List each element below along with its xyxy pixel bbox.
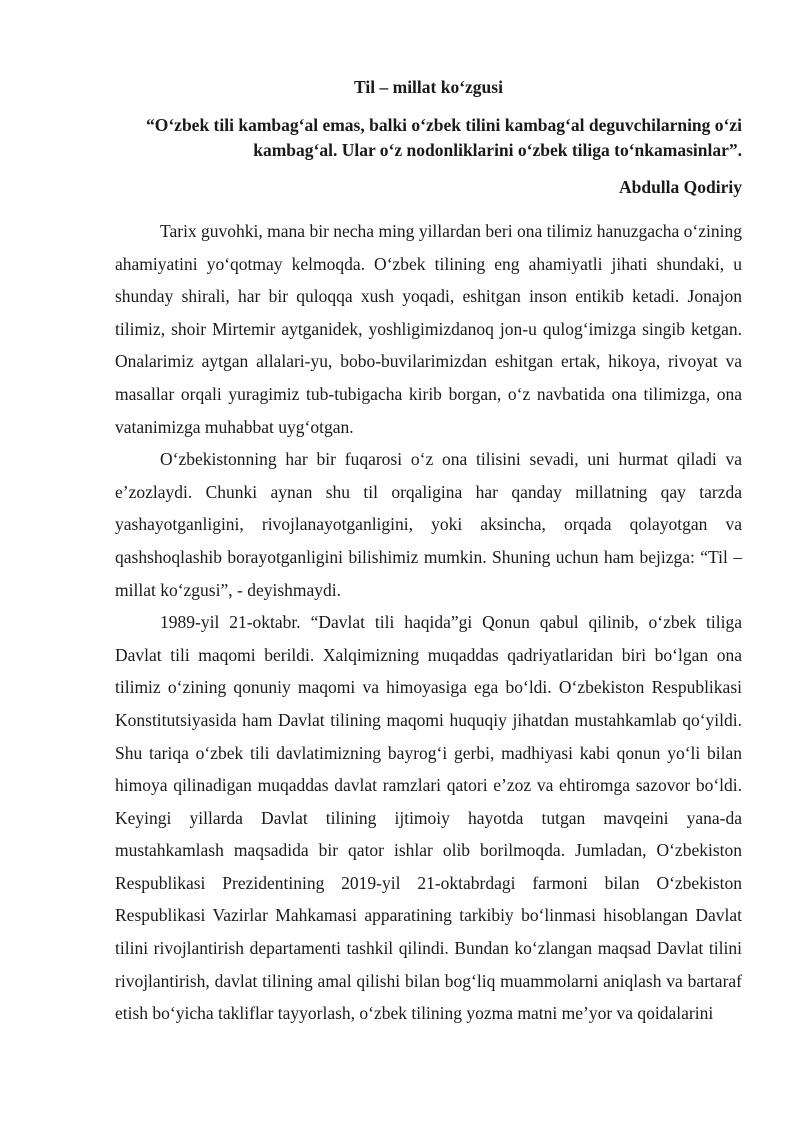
document-page — [115, 75, 742, 1030]
body-paragraph: O‘zbekistonning har bir fuqarosi o‘z ona tilisini sevadi, uni hurmat qiladi va e’zozlaydi. Chunki aynan shu til orqaligina har qanday millatning qay tarzda yashayotganligini, rivojlanayotganligini, yoki aksincha, orqada qolayotgan va qashshoqlashib borayotganligini bilishimiz mumkin. Shuning uchun ham bejizga: “Til – millat ko‘zgusi”, - deyishmaydi. — [115, 449, 742, 600]
document-title: Til – millat ko‘zgusi — [354, 77, 503, 97]
epigraph-author: Abdulla Qodiriy — [618, 177, 742, 197]
epigraph-quote: “O‘zbek tili kambag‘al emas, balki o‘zbek tilini kambag‘al deguvchilarning o‘zi kambag‘al. Ular o‘z nodonliklarini o‘zbek tiliga to‘nkamasinlar”. — [145, 115, 742, 160]
body-paragraph: Tarix guvohki, mana bir necha ming yillardan beri ona tilimiz hanuzgacha o‘zining ahamiyatini yo‘qotmay kelmoqda. O‘zbek tilining eng ahamiyatli jihati shundaki, u shunday shirali, har bir quloqqa xush yoqadi, eshitgan inson entikib ketadi. Jonajon tilimiz, shoir Mirtemir aytganidek, yoshligimizdanoq jon-u qulog‘imizga singib ketgan. Onalarimiz aytgan allalari-yu, bobo-buvilarimizdan eshitgan ertak, hikoya, rivoyat va masallar orqali yuragimiz tub-tubigacha kirib borgan, o‘z navbatida ona tilimizga, ona vatanimizga muhabbat uyg‘otgan. — [115, 221, 742, 437]
body-paragraph: 1989-yil 21-oktabr. “Davlat tili haqida”gi Qonun qabul qilinib, o‘zbek tiliga Davlat tili maqomi berildi. Xalqimizning muqaddas qadriyatlaridan biri bo‘lgan ona tilimiz o‘zining qonuniy maqomi va himoyasiga ega bo‘ldi. O‘zbekiston Respublikasi Konstitutsiyasida ham Davlat tilining maqomi huquqiy jihatdan mustahkamlab qo‘yildi. Shu tariqa o‘zbek tili davlatimizning bayrog‘i gerbi, madhiyasi kabi qonun yo‘li bilan himoya qilinadigan muqaddas davlat ramzlari qatori e’zoz va ehtiromga sazovor bo‘ldi. Keyingi yillarda Davlat tilining ijtimoiy hayotda tutgan mavqeini yana-da mustahkamlash maqsadida bir qator ishlar olib borilmoqda. Jumladan, O‘zbekiston Respublikasi Prezidentining 2019-yil 21-oktabrdagi farmoni bilan O‘zbekiston Respublikasi Vazirlar Mahkamasi apparatining tarkibiy bo‘linmasi hisoblangan Davlat tilini rivojlantirish departamenti tashkil qilindi. Bundan ko‘zlangan maqsad Davlat tilini rivojlantirish, davlat tilining amal qilishi bilan bog‘liq muammolarni aniqlash va bartaraf etish bo‘yicha takliflar tayyorlash, o‘zbek tilining yozma matni me’yor va qoidalarini — [115, 612, 742, 1024]
